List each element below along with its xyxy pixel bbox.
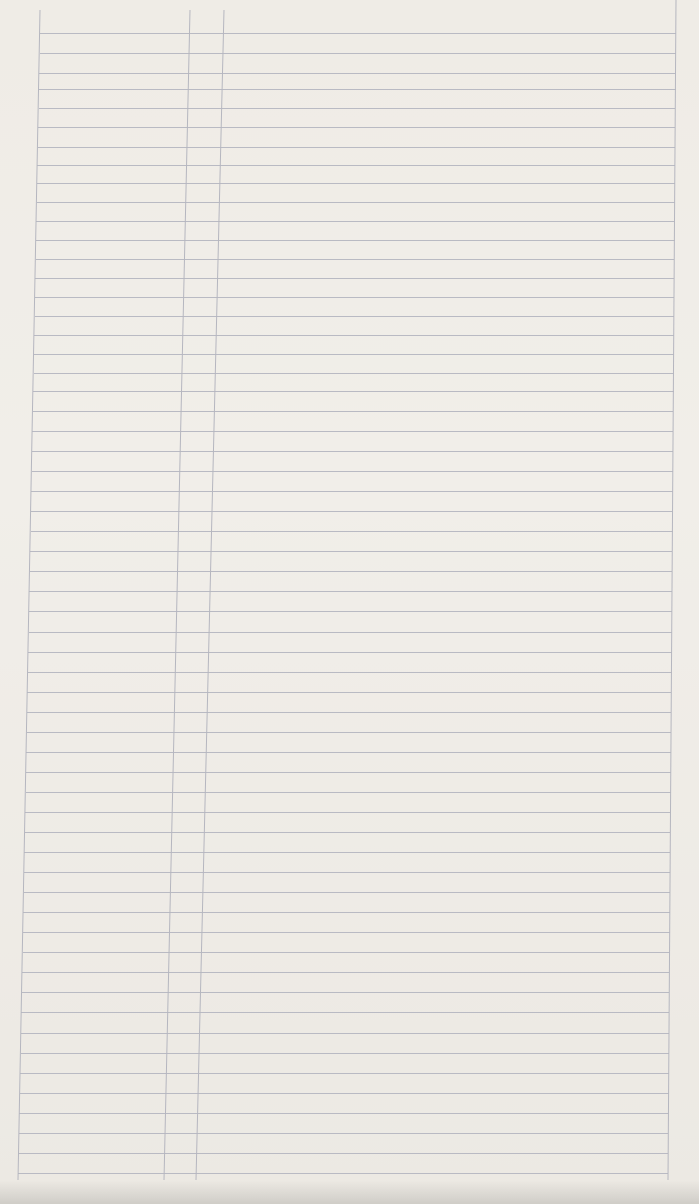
- table-row: [20, 1054, 669, 1074]
- table-row: [21, 993, 669, 1013]
- table-row: [26, 733, 671, 753]
- section-header-row: [39, 70, 676, 90]
- table-row: [25, 813, 671, 833]
- table-row: [25, 793, 670, 813]
- table-row: [32, 412, 673, 432]
- table-row: [21, 1034, 669, 1054]
- table-row: [27, 713, 671, 733]
- table-row: [23, 913, 670, 933]
- table-row: [19, 1094, 668, 1114]
- table-row: [28, 653, 672, 673]
- table-row: [24, 853, 670, 873]
- table-row: [22, 973, 670, 993]
- table-row: [36, 202, 674, 222]
- blank-row: [34, 354, 674, 374]
- table-row: [34, 335, 674, 355]
- table-row: [28, 633, 671, 653]
- table-row: [20, 1074, 669, 1094]
- table-row: [21, 1014, 669, 1034]
- table-row: [22, 953, 669, 973]
- table-row: [24, 873, 670, 893]
- table-row: [24, 833, 670, 853]
- table-row: [35, 297, 674, 317]
- table-row: [36, 221, 675, 241]
- table-row: [31, 472, 673, 492]
- table-row: [31, 512, 673, 532]
- table-row: [32, 452, 673, 472]
- table-row: [37, 164, 675, 184]
- table-row: [23, 933, 670, 953]
- page-shadow: [0, 1180, 699, 1204]
- table-row: [19, 1134, 669, 1154]
- section-header-row: [33, 372, 673, 392]
- table-row: [31, 492, 673, 512]
- section-header-row: [37, 146, 675, 166]
- table-row: [27, 673, 671, 693]
- table-row: [35, 278, 674, 298]
- table-row: [37, 183, 675, 203]
- table-row: [38, 108, 675, 128]
- table-row: [33, 392, 674, 412]
- table-row: [26, 773, 671, 793]
- table-row: [36, 240, 675, 260]
- table-row: [32, 432, 673, 452]
- table-row: [27, 693, 671, 713]
- table-row: [39, 89, 676, 109]
- table-row: [18, 1154, 668, 1174]
- table-row: [19, 1114, 668, 1134]
- section-header-row: [40, 14, 676, 34]
- table-row: [29, 613, 672, 633]
- table-row: [40, 34, 676, 54]
- table-row: [30, 532, 672, 552]
- table-row: [26, 753, 671, 773]
- table-row: [34, 316, 674, 336]
- table-row: [30, 552, 673, 572]
- blank-row: [38, 128, 675, 148]
- table-row: [29, 572, 672, 592]
- table-row: [23, 893, 670, 913]
- table-row: [29, 592, 672, 612]
- table-row: [35, 259, 674, 279]
